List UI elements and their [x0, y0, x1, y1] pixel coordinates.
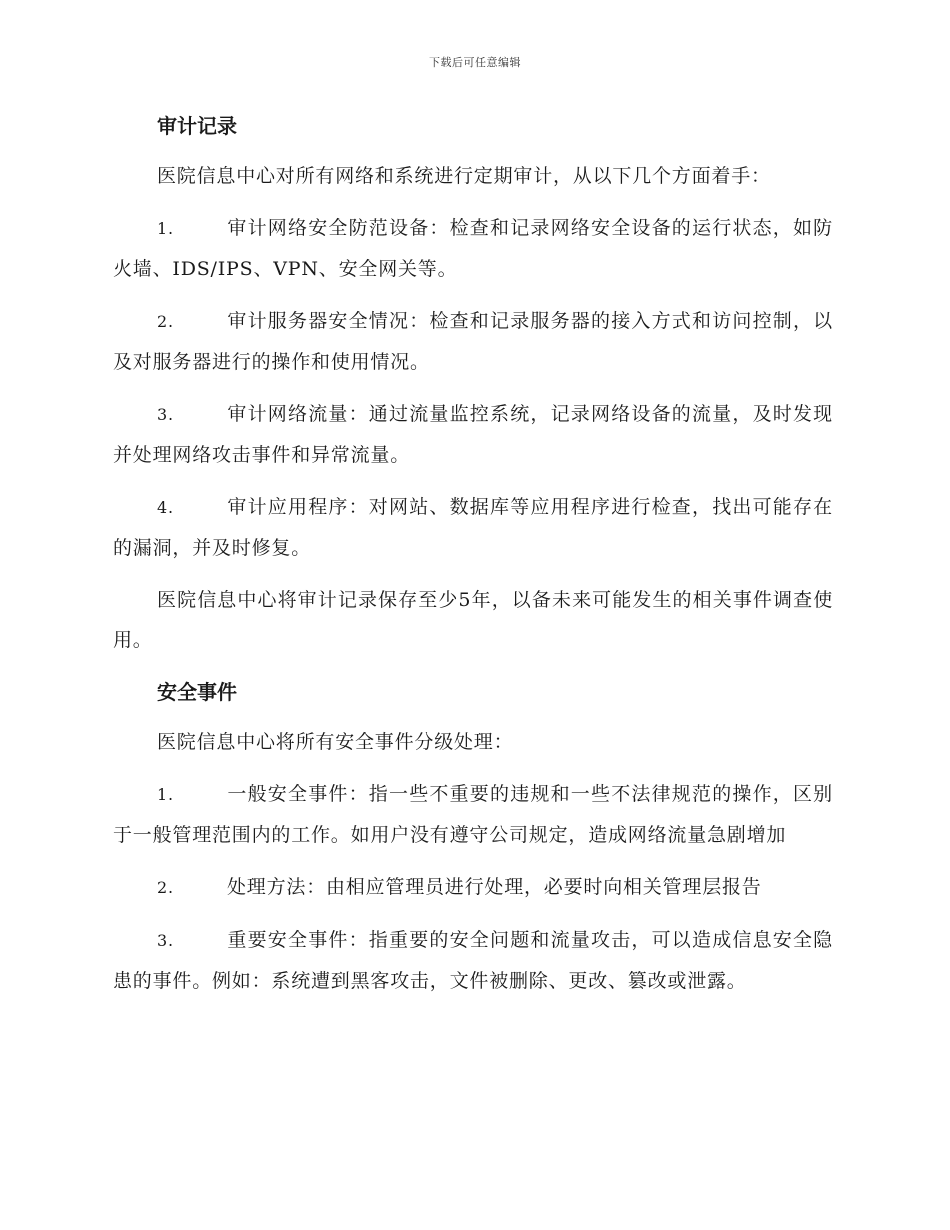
- list-item-number: 3.: [157, 405, 174, 424]
- section-heading-audit: 审计记录: [157, 114, 237, 138]
- section-intro-audit: 医院信息中心对所有网络和系统进行定期审计，从以下几个方面着手：: [157, 165, 771, 187]
- list-item-number: 1.: [157, 785, 174, 804]
- list-item-number: 4.: [157, 498, 174, 517]
- list-item-text: 审计网络安全防范设备：检查和记录网络安全设备的运行状态，如防火墙、IDS/IPS、VPN、安全网关等。: [113, 217, 833, 280]
- list-item: [113, 301, 833, 382]
- section-heading-security-events: 安全事件: [157, 680, 237, 704]
- list-item-number: 2.: [157, 312, 174, 331]
- list-item-text: 审计网络流量：通过流量监控系统，记录网络设备的流量，及时发现并处理网络攻击事件和异常流量。: [113, 403, 833, 466]
- section-closing-audit: 医院信息中心将审计记录保存至少5年，以备未来可能发生的相关事件调查使用。: [113, 589, 833, 651]
- page-header: 下载后可任意编辑: [429, 56, 521, 69]
- list-item-number: 1.: [157, 219, 174, 238]
- list-item: [113, 867, 833, 908]
- section-intro-security-events: 医院信息中心将所有安全事件分级处理：: [157, 731, 514, 753]
- list-item: [113, 920, 833, 1001]
- list-item-text: 一般安全事件：指一些不重要的违规和一些不法律规范的操作，区别于一般管理范围内的工作。如用户没有遵守公司规定，造成网络流量急剧增加: [113, 783, 833, 846]
- list-item-text: 审计服务器安全情况：检查和记录服务器的接入方式和访问控制，以及对服务器进行的操作和使用情况。: [113, 310, 833, 373]
- list-item-text: 处理方法：由相应管理员进行处理，必要时向相关管理层报告: [227, 876, 762, 898]
- list-item-number: 3.: [157, 931, 174, 950]
- list-item-text: 审计应用程序：对网站、数据库等应用程序进行检查，找出可能存在的漏洞，并及时修复。: [113, 496, 833, 559]
- list-item: [113, 394, 833, 475]
- list-item: [113, 208, 833, 289]
- list-item-number: 2.: [157, 878, 174, 897]
- list-item: [113, 487, 833, 568]
- document-body: [113, 108, 833, 1001]
- list-item: [113, 774, 833, 855]
- list-item-text: 重要安全事件：指重要的安全问题和流量攻击，可以造成信息安全隐患的事件。例如：系统遭到黑客攻击，文件被删除、更改、篡改或泄露。: [113, 929, 833, 992]
